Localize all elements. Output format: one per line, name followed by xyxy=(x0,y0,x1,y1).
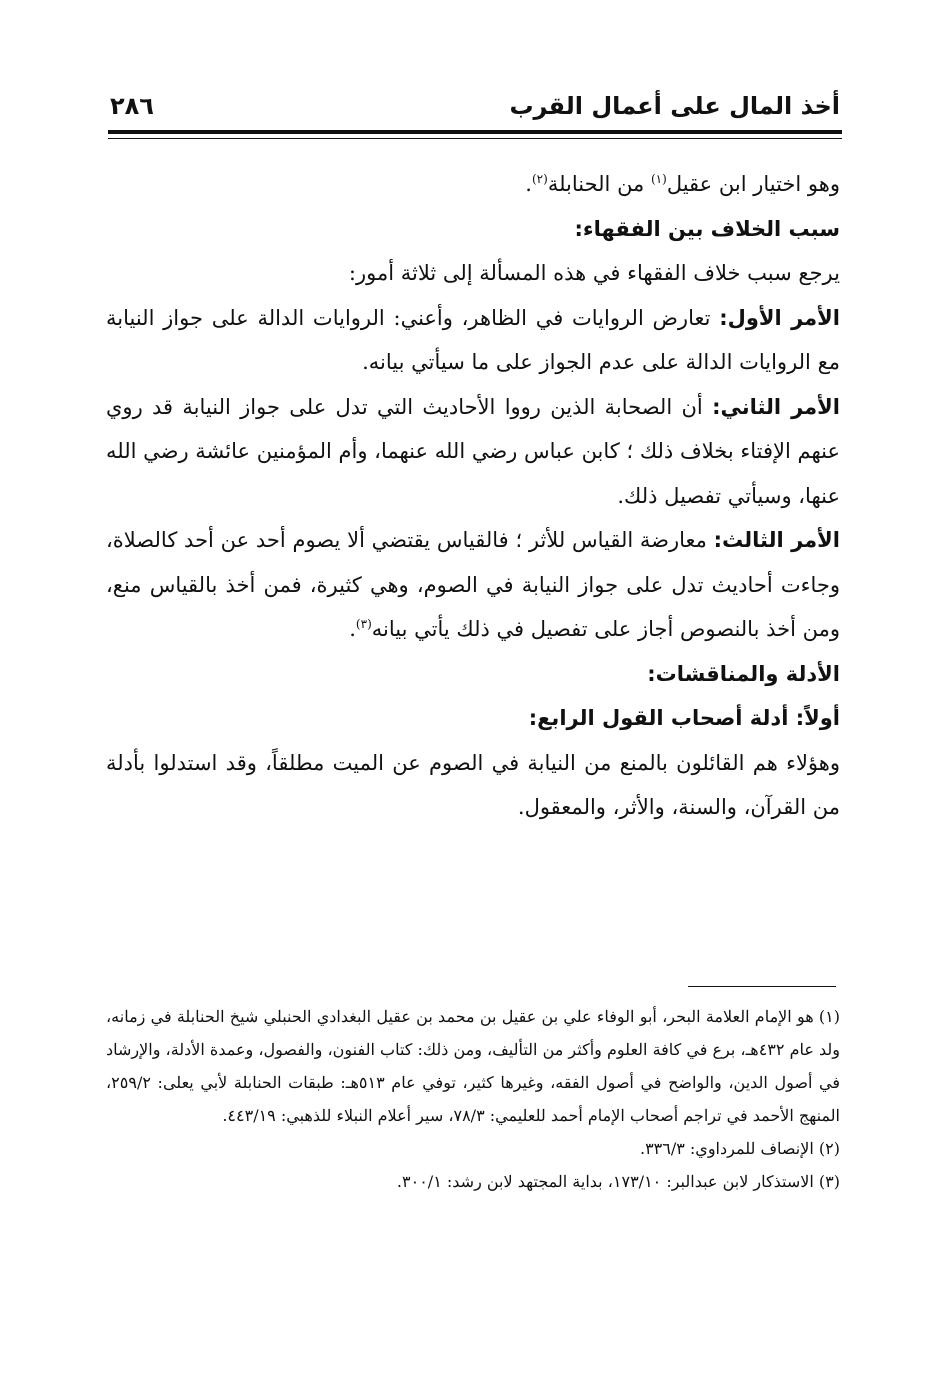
section-heading: سبب الخلاف بين الفقهاء: xyxy=(574,216,840,241)
paragraph-end: . xyxy=(525,172,532,196)
footnote-separator xyxy=(688,986,836,987)
paragraph-5 xyxy=(106,518,840,652)
paragraph-text: معارضة القياس للأثر ؛ فالقياس يقتضي ألا يصوم أحد عن أحد كالصلاة، وجاءت أحاديث تدل على جواز النيابة في الصوم، وهي كثيرة، فمن أخذ بالقياس منع، ومن أخذ بالنصوص أجاز على تفصيل في ذلك يأتي بيانه xyxy=(106,528,840,641)
paragraph-text: تعارض الروايات في الظاهر، وأعني: الروايات الدالة على جواز النيابة مع الروايات الدالة على عدم الجواز على ما سيأتي بيانه. xyxy=(106,305,840,374)
section-heading: الأدلة والمناقشات: xyxy=(647,661,840,686)
page-header xyxy=(110,92,840,128)
paragraph-6: وهؤلاء هم القائلون بالمنع من النيابة في الصوم عن الميت مطلقاً، وقد استدلوا بأدلة من القرآن، والسنة، والأثر، والمعقول. xyxy=(106,750,840,819)
page-number: ٢٨٦ xyxy=(110,92,154,120)
header-rule-thin xyxy=(108,138,842,139)
paragraph-text: وهو اختيار ابن عقيل xyxy=(666,172,840,196)
footnotes xyxy=(106,1000,840,1198)
paragraph-4 xyxy=(106,385,840,519)
footnote-3: (٣) الاستذكار لابن عبدالبر: ١٧٣/١٠، بداية المجتهد لابن رشد: ٣٠٠/١. xyxy=(396,1172,840,1191)
subsection-heading: أولاً: أدلة أصحاب القول الرابع: xyxy=(528,706,840,730)
footnote-ref-2[interactable]: (٢) xyxy=(531,172,548,186)
paragraph-lead: الأمر الثاني: xyxy=(712,394,840,419)
paragraph-3 xyxy=(106,296,840,385)
paragraph-2: يرجع سبب خلاف الفقهاء في هذه المسألة إلى ثلاثة أمور: xyxy=(348,261,840,285)
main-text xyxy=(106,162,840,830)
paragraph-text: أن الصحابة الذين رووا الأحاديث التي تدل على جواز النيابة قد روي عنهم الإفتاء بخلاف ذلك ؛ كابن عباس رضي الله عنهما، وأم المؤمنين عائشة رضي الله عنها، وسيأتي تفصيل ذلك. xyxy=(106,394,840,508)
footnote-ref-1[interactable]: (١) xyxy=(650,172,667,186)
paragraph-text: من الحنابلة xyxy=(547,172,651,196)
footnote-ref-3[interactable]: (٣) xyxy=(355,617,372,631)
footnote-2: (٢) الإنصاف للمرداوي: ٣٣٦/٣. xyxy=(639,1139,840,1158)
running-title: أخذ المال على أعمال القرب xyxy=(509,92,840,120)
paragraph-1 xyxy=(106,162,840,207)
header-rule-thick xyxy=(108,130,842,134)
paragraph-lead: الأمر الأول: xyxy=(719,305,840,330)
paragraph-end: . xyxy=(349,617,356,641)
paragraph-lead: الأمر الثالث: xyxy=(713,528,840,552)
footnote-1: (١) هو الإمام العلامة البحر، أبو الوفاء علي بن عقيل بن محمد بن عقيل البغدادي الحنبلي شيخ الحنابلة في زمانه، ولد عام ٤٣٢هـ، برع في كافة العلوم وأكثر من التأليف، ومن ذلك: كتاب الفنون، والفصول، وعمدة الأدلة، والإرشاد في أصول الدين، والواضح في أصول الفقه، وغيرها كثير، توفي عام ٥١٣هـ: طبقات الحنابلة لأبي يعلى: ٢٥٩/٢، المنهج الأحمد في تراجم أصحاب الإمام أحمد للعليمي: ٧٨/٣، سير أعلام النبلاء للذهبي: ٤٤٣/١٩. xyxy=(106,1007,841,1125)
